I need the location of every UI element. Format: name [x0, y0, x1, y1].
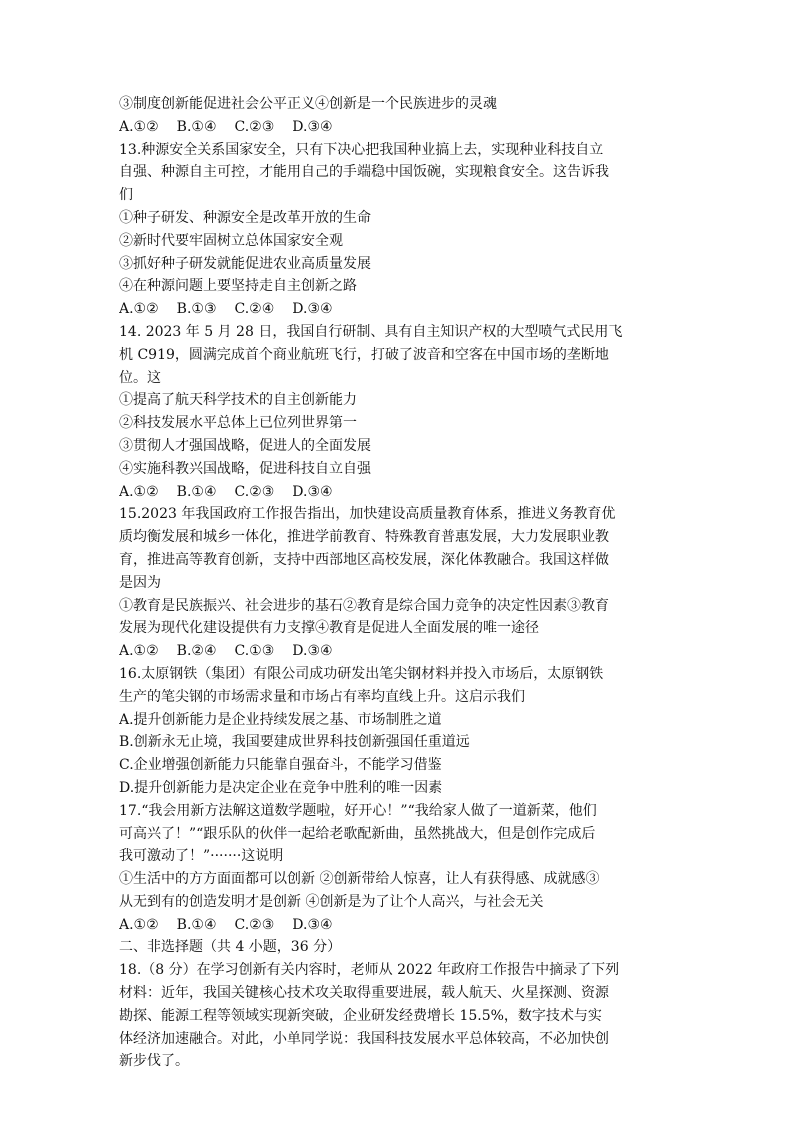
- text-line: 生产的笔尖钢的市场需求量和市场占有率均直线上升。这启示我们: [119, 688, 525, 705]
- text-line: ③制度创新能促进社会公平正义④创新是一个民族进步的灵魂: [119, 96, 497, 112]
- text-line: 体经济加速融合。对此，小单同学说：我国科技发展水平总体较高，不必加快创: [119, 1030, 609, 1047]
- answer-option: A.①②: [119, 643, 159, 660]
- text-line: 我可激动了！”·······这说明: [119, 848, 284, 865]
- text-line: 育，推进高等教育创新，支持中西部地区高校发展，深化体教融合。我国这样做: [119, 551, 609, 568]
- text-line: ④在种源问题上要坚持走自主创新之路: [119, 278, 357, 295]
- text-line: 质均衡发展和城乡一体化，推进学前教育、特殊教育普惠发展，大力发展职业教: [119, 529, 609, 546]
- text-line: 13.种源安全关系国家安全，只有下决心把我国种业搞上去，实现种业科技自立: [119, 141, 604, 158]
- text-line: 15.2023 年我国政府工作报告指出，加快建设高质量教育体系，推进义务教育优: [119, 506, 616, 523]
- answer-option: C.②④: [234, 301, 275, 318]
- answer-option: A.①②: [119, 916, 159, 933]
- answer-option: C.②③: [234, 916, 275, 933]
- answer-option: C.①③: [234, 643, 275, 660]
- text-line: D.提升创新能力是决定企业在竞争中胜利的唯一因素: [119, 779, 443, 796]
- answer-options: [119, 914, 679, 937]
- answer-option: A.①②: [119, 483, 159, 500]
- answer-option: B.①④: [176, 118, 217, 135]
- answer-option: B.①③: [176, 301, 217, 318]
- text-line: 自强、种源自主可控，才能用自己的手端稳中国饭碗，实现粮食安全。这告诉我: [119, 164, 609, 181]
- answer-option: C.②③: [234, 483, 275, 500]
- text-line: 是因为: [119, 574, 161, 591]
- text-line: 16.太原钢铁（集团）有限公司成功研发出笔尖钢材料并投入市场后，太原钢铁: [119, 665, 604, 682]
- answer-option: B.①④: [176, 916, 217, 933]
- answer-options: [119, 298, 679, 321]
- text-line: 位。这: [119, 369, 161, 386]
- text-line: 14. 2023 年 5 月 28 日，我国自行研制、具有自主知识产权的大型喷气式民用飞: [119, 323, 623, 340]
- text-line: 材料：近年，我国关键核心技术攻关取得重要进展，载人航天、火星探测、资源: [119, 985, 609, 1002]
- text-line: ①教育是民族振兴、社会进步的基石②教育是综合国力竞争的决定性因素③教育: [119, 597, 609, 614]
- text-line: 勘探、能源工程等领域实现新突破，企业研发经费增长 15.5%，数字技术与实: [119, 1007, 602, 1024]
- text-line: ③贯彻人才强国战略，促进人的全面发展: [119, 437, 371, 454]
- answer-option: B.①④: [176, 483, 217, 500]
- answer-option: A.①②: [119, 301, 159, 318]
- answer-option: A.①②: [119, 118, 159, 135]
- text-line: 机 C919，圆满完成首个商业航班飞行，打破了波音和空客在中国市场的垄断地: [119, 346, 609, 363]
- text-line: ①种子研发、种源安全是改革开放的生命: [119, 209, 371, 226]
- answer-option: D.③④: [292, 643, 333, 660]
- text-line: 可高兴了！”“跟乐队的伙伴一起给老歌配新曲，虽然挑战大，但是创作完成后: [119, 825, 596, 842]
- answer-options: [119, 640, 679, 663]
- text-line: ①提高了航天科学技术的自主创新能力: [119, 392, 357, 409]
- answer-option: D.③④: [292, 483, 333, 500]
- exam-content: [119, 93, 679, 1073]
- text-line: ②新时代要牢固树立总体国家安全观: [119, 232, 343, 249]
- answer-options: [119, 116, 679, 139]
- answer-option: B.②④: [176, 643, 217, 660]
- text-line: 新步伐了。: [119, 1053, 189, 1070]
- text-line: ③抓好种子研发就能促进农业高质量发展: [119, 255, 371, 272]
- text-line: 18.（8 分）在学习创新有关内容时，老师从 2022 年政府工作报告中摘录了下列: [119, 962, 620, 979]
- text-line: ①生活中的方方面面都可以创新 ②创新带给人惊喜，让人有获得感、成就感③: [119, 871, 600, 888]
- text-line: C.企业增强创新能力只能靠自强奋斗，不能学习借鉴: [119, 757, 442, 774]
- text-line: 们: [119, 187, 133, 204]
- answer-option: D.③④: [292, 916, 333, 933]
- text-line: A.提升创新能力是企业持续发展之基、市场制胜之道: [119, 711, 442, 728]
- answer-options: [119, 481, 679, 504]
- answer-option: C.②③: [234, 118, 275, 135]
- text-line: 发展为现代化建设提供有力支撑④教育是促进人全面发展的唯一途径: [119, 620, 539, 637]
- text-line: B.创新永无止境，我国要建成世界科技创新强国任重道远: [119, 734, 470, 751]
- text-line: ④实施科教兴国战略，促进科技自立自强: [119, 460, 371, 477]
- text-line: 从无到有的创造发明才是创新 ④创新是为了让个人高兴，与社会无关: [119, 893, 544, 910]
- text-line: 17.“我会用新方法解这道数学题啦，好开心！”“我给家人做了一道新菜，他们: [119, 802, 597, 819]
- answer-option: D.③④: [292, 118, 333, 135]
- answer-option: D.③④: [292, 301, 333, 318]
- text-line: 二、非选择题（共 4 小题，36 分）: [119, 939, 342, 956]
- text-line: ②科技发展水平总体上已位列世界第一: [119, 415, 357, 432]
